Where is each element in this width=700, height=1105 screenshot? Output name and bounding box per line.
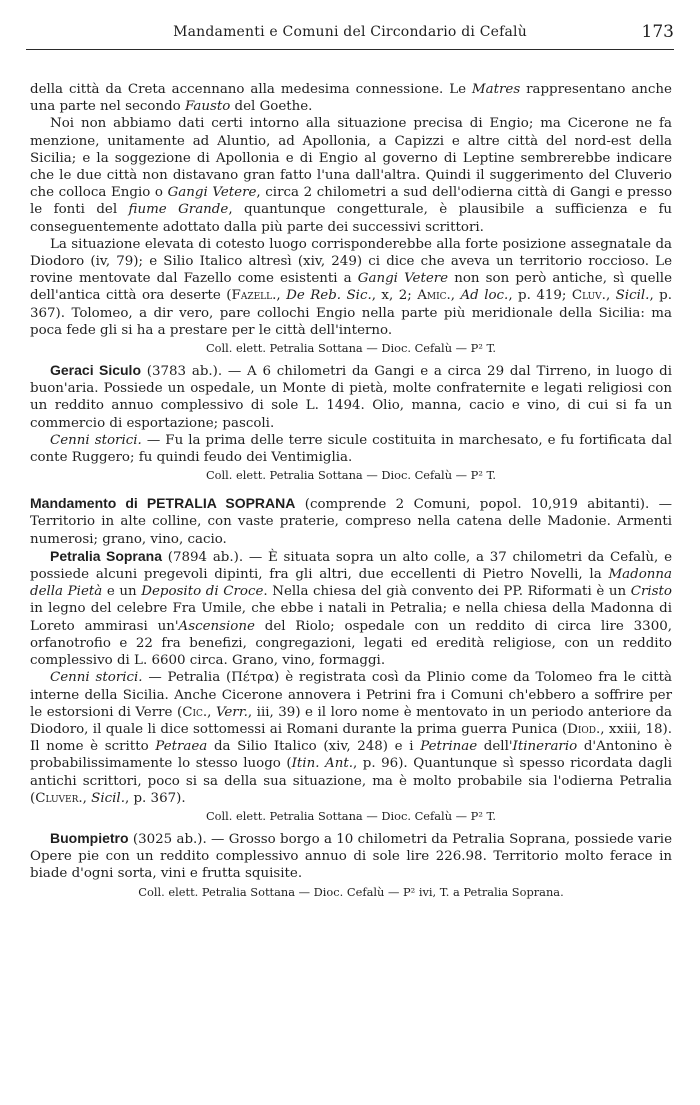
entry-title: Buompietro [50,829,129,846]
collegio-line-geraci: Coll. elett. Petralia Sottana — Dioc. Cefalù — P² T. [205,468,497,483]
entry-petralia-soprana: Petralia Soprana (7894 ab.). — È situata sopra un alto colle, a 37 chilometri da Cefalù, e possiede alcuni pregevoli dipinti, fra gli altri, due eccellenti di Pietro Novelli, la Madonna della Pietà e un Deposito di Croce. Nella chiesa del già convento dei PP. Riformati è un Cristo in legno del celebre Fra Umile, che ebbe i natali in Petralia; e nella chiesa della Madonna di Loreto ammirasi un'Ascensione del Riolo; ospedale con un reddito di circa lire 3300, orfanotrofio e 22 fra benefizi, congregazioni, legati ed eredità religiose, con un reddito complessivo di L. 6600 circa. Grano, vino, formaggi. [30,547,672,669]
running-header [26,24,674,46]
page-body [30,81,672,906]
cenni-storici-petralia: Cenni storici. — Petralia (Πέτρα) è registrata così da Plinio come da Tolomeo fra le città interne della Sicilia. Anche Cicerone annovera i Petrini fra i Comuni ch'ebbero a soffrire per le estorsioni di Verre (Cic., Verr., iii, 39) e il loro nome è mentovato in un periodo anteriore da Diodoro, il quale li dice sottomessi ai Romani durante la prima guerra Punica (Diod., xxiii, 18). Il nome è scritto Petraea da Silio Italico (xiv, 248) e i Petrinae dell'Itinerario d'Antonino è probabilissimamente lo stesso luogo (Itin. Ant., p. 96). Quantunque sì spesso ricordata dagli antichi scrittori, poco si sa della sua situazione, ma è molto probabile sia l'odierna Petralia (Cluver., Sicil., p. 367). [30,670,672,806]
entry-buompietro: Buompietro (3025 ab.). — Grosso borgo a 10 chilometri da Petralia Soprana, possiede varie Opere pie con un reddito complessivo annuo di sole lire 226.98. Territorio molto ferace in biade d'ogni sorta, vini e frutta squisite. [30,829,672,882]
paragraph-engio-location: Noi non abbiamo dati certi intorno alla situazione precisa di Engio; ma Cicerone ne fa menzione, unitamente ad Aluntio, ad Apollonia, a Capizzi e altre città del nord-est della Sicilia; e la soggezione di Apollonia e di Engio al governo di Leptine sembrerebbe indicare che le due città non distavano gran fatto l'una dall'altra. Quindi il suggerimento del Cluverio che colloca Engio o Gangi Vetere, circa 2 chilometri a sud dell'odierna città di Gangi e presso le fonti del fiume Grande, quantunque congetturale, è plausibile a sufficienza e fu conseguentemente adottato dalla più parte dei successivi scrittori. [30,116,673,235]
paragraph-engio-situation: La situazione elevata di cotesto luogo corrisponderebbe alla forte posizione assegnatale da Diodoro (iv, 79); e Silio Italico altresì (xiv, 249) ci dice che aveva un territorio roccioso. Le rovine mentovate dal Fazello come esistenti a Gangi Vetere non son però antiche, sì quelle dell'antica città ora deserte (Fazell., De Reb. Sic., x, 2; Amic., Ad loc., p. 419; Cluv., Sicil., p. 367). Tolomeo, a dir vero, pare collochi Engio nella parte più meridionale della Sicilia: ma poca fede gli si ha a prestare per le città dell'interno. [30,236,672,338]
header-rule [26,49,674,50]
page-number: 173 [641,22,674,42]
entry-geraci-siculo: Geraci Siculo (3783 ab.). — A 6 chilometri da Gangi e a circa 29 dal Tirreno, in luogo di buon'aria. Possiede un ospedale, un Monte di pietà, molte confraternite e legati religiosi con un reddito annuo complessivo di sole L. 1494. Olio, manna, cacio e vino, di cui si fa un commercio di esportazione; pascoli. [30,362,673,431]
entry-title: Petralia Soprana [50,547,162,564]
cenni-storici-geraci: Cenni storici. — Fu la prima delle terre sicule costituita in marchesato, e fu fortificata dal conte Ruggero; fu quindi feudo dei Ventimiglia. [30,432,672,466]
paragraph-continuation: della città da Creta accennano alla medesima connessione. Le Matres rappresentano anche una parte nel secondo Fausto del Goethe. [30,82,672,115]
collegio-line-buompietro: Coll. elett. Petralia Sottana — Dioc. Cefalù — P² ivi, T. a Petralia Soprana. [138,884,564,899]
entry-title: Geraci Siculo [50,362,141,379]
header-title: Mandamenti e Comuni del Circondario di Cefalù [173,24,527,40]
collegio-line-petralia: Coll. elett. Petralia Sottana — Dioc. Cefalù — P² T. [205,808,497,823]
collegio-line-engio: Coll. elett. Petralia Sottana — Dioc. Cefalù — P² T. [205,341,497,356]
mandamento-heading: Mandamento di PETRALIA SOPRANA (comprende 2 Comuni, popol. 10,919 abitanti). — Territorio in alte colline, con vaste praterie, compreso nella catena delle Madonie. Armenti numerosi; grano, vino, cacio. [30,495,672,547]
